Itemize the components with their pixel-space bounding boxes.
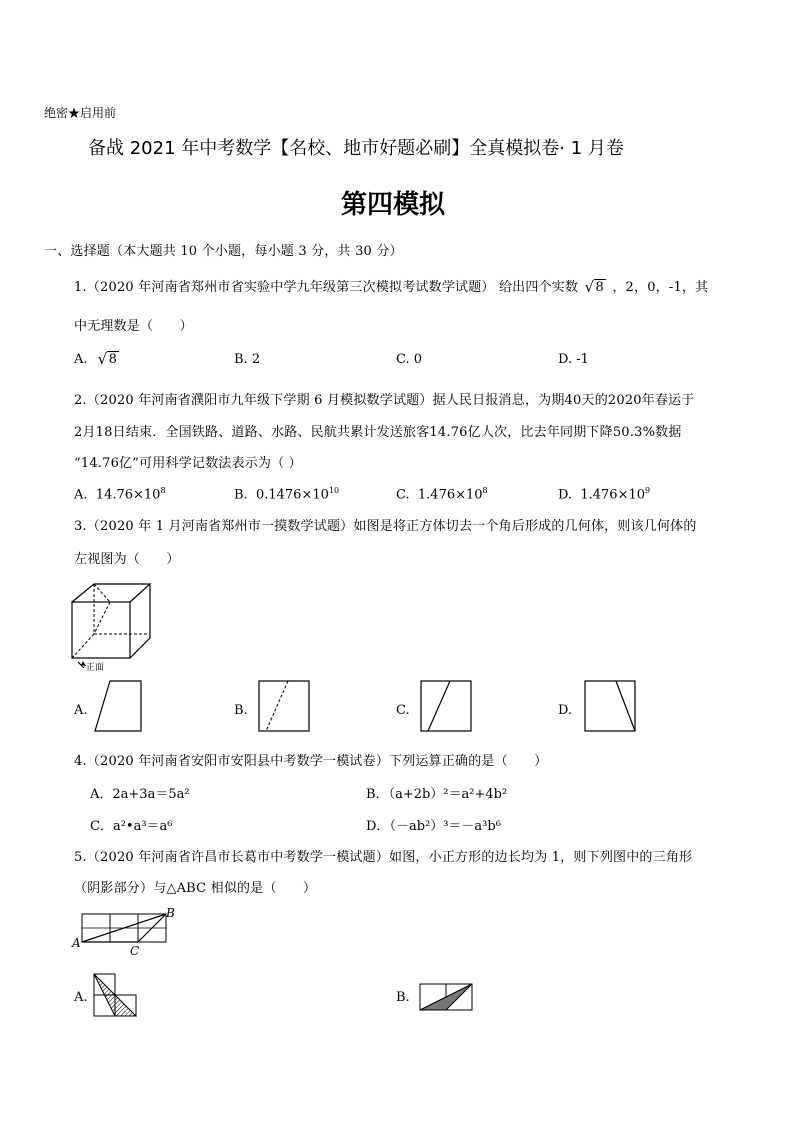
- q2-option-b[interactable]: B. $0.1476\times 10^{10}$: [234, 486, 340, 503]
- q4-option-c[interactable]: C．a²•a³＝a⁶: [90, 819, 173, 834]
- q4-option-d[interactable]: D．（－ab²）³＝－a³b⁶: [366, 819, 501, 834]
- q5-option-b-label[interactable]: B.: [396, 990, 410, 1005]
- q1-option-b[interactable]: B. 2: [234, 352, 261, 367]
- q3-option-d-label[interactable]: D.: [558, 703, 573, 718]
- q2-option-d[interactable]: D. $1.476\times 10^9$: [558, 486, 651, 503]
- q5-line2: （阴影部分）与△ABC 相似的是（ ）: [74, 881, 317, 896]
- q4-line1: 4.（2020 年河南省安阳市安阳县中考数学一模试卷）下列运算正确的是（ ）: [74, 754, 548, 769]
- q3-option-b-label[interactable]: B.: [234, 703, 248, 718]
- q3-line1: 3.（2020 年 1 月河南省郑州市一摸数学试题）如图是将正方体切去一个角后形成的几何体，则该几何体的: [74, 519, 697, 534]
- q3-option-a-label[interactable]: A.: [74, 703, 88, 718]
- q1-text: [74, 276, 708, 295]
- q5-line1: 5.（2020 年河南省许昌市长葛市中考数学一模试题）如图，小正方形的边长均为 1，则下列图中的三角形: [74, 850, 693, 865]
- section-heading: 一、选择题（本大题共 10 个小题，每小题 3 分，共 30 分）: [44, 244, 403, 259]
- q3-option-b-figure[interactable]: [258, 680, 312, 734]
- q1-option-c[interactable]: C. 0: [396, 352, 423, 367]
- secret-label: 绝密★启用前: [44, 106, 117, 120]
- front-label: 正面: [86, 663, 105, 673]
- q1-text-a: 1.（2020 年河南省郑州市省实验中学九年级第三次模拟考试数学试题） 给出四个实数: [74, 280, 579, 295]
- q5-option-a-label[interactable]: A.: [74, 990, 88, 1005]
- q2-line1: 2.（2020 年河南省濮阳市九年级下学期 6 月模拟数学试题）据人民日报消息，为期40天的2020年春运于: [74, 393, 695, 408]
- q3-option-d-figure[interactable]: [584, 680, 638, 734]
- q2-option-c[interactable]: C. $1.476\times 10^8$: [396, 486, 488, 503]
- page-title: 第四模拟: [341, 190, 446, 220]
- q5-option-b-figure[interactable]: [418, 982, 474, 1012]
- q1-text-c: 中无理数是（ ）: [74, 319, 193, 334]
- q1-text-b: ，2，0，-1，其: [612, 280, 709, 295]
- q3-option-a-figure[interactable]: [94, 680, 142, 732]
- q1-sqrt: √ 8: [584, 278, 604, 296]
- q5-label-b: B: [166, 906, 175, 920]
- q3-option-c-figure[interactable]: [420, 680, 474, 734]
- q4-option-a[interactable]: A．2a+3a＝5a²: [90, 787, 190, 802]
- cube-figure: [70, 582, 160, 672]
- q2-line3: “14.76亿”可用科学记数法表示为（ ）: [74, 456, 302, 471]
- q1-option-a[interactable]: A. √ 8: [74, 350, 117, 368]
- q3-option-c-label[interactable]: C.: [396, 703, 410, 718]
- q5-option-a-figure[interactable]: [92, 972, 138, 1022]
- q4-option-b[interactable]: B．（a+2b）²＝a²+4b²: [366, 787, 508, 802]
- q2-line2: 2月18日结束．全国铁路、道路、水路、民航共累计发送旅客14.76亿人次，比去年同期下降50.3%数据: [74, 425, 682, 440]
- q5-label-a: A: [72, 936, 81, 950]
- q5-label-c: C: [130, 944, 140, 958]
- q3-line2: 左视图为（ ）: [74, 552, 180, 567]
- q1-option-d[interactable]: D. -1: [558, 352, 589, 367]
- q2-option-a[interactable]: A. $14.76\times 10^8$: [74, 486, 166, 503]
- series-title: 备战 2021 年中考数学【名校、地市好题必刷】全真模拟卷· 1 月卷: [88, 138, 624, 159]
